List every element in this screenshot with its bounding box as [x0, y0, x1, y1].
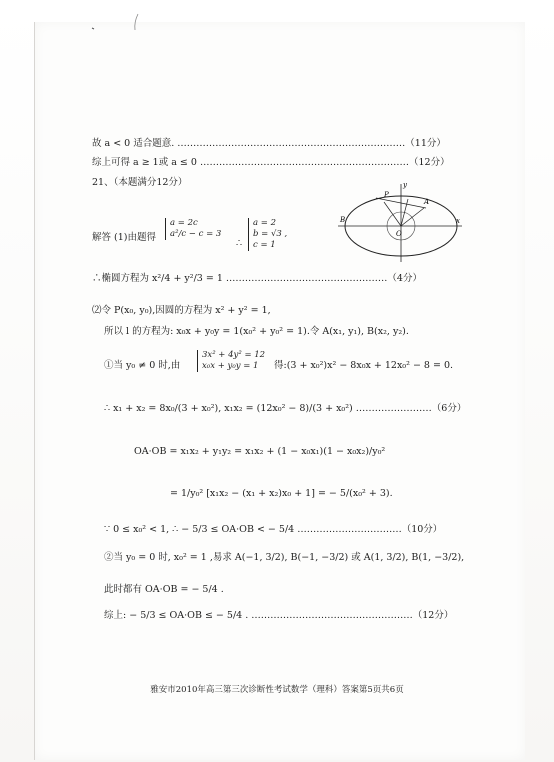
case2-line	[104, 552, 464, 564]
sys3-eq2: x₀x + y₀y = 1	[202, 361, 259, 371]
ellipse-diagram	[336, 178, 466, 264]
dot-product-simplified	[170, 488, 393, 500]
solution-prefix: 解答 (1)由题得	[92, 232, 156, 243]
ellipse-equation-line	[92, 273, 422, 285]
text-line-2: 综上可得 a ≥ 1或 a ≤ 0 …………………………………………………………（12分）	[92, 157, 450, 168]
text-line-6: ⑵令 P(x₀, y₀),因圆的方程为 x² + y² = 1,	[92, 305, 271, 316]
line-case-a-negative	[92, 138, 446, 150]
vieta-line	[104, 403, 466, 415]
system-3	[197, 350, 265, 372]
solution-part1-label	[92, 232, 156, 244]
label-x: x	[456, 217, 460, 225]
case2-result	[104, 584, 224, 596]
therefore-mark: ∴	[236, 238, 243, 249]
label-y: y	[403, 181, 407, 189]
text-line-10: OA·OB = x₁x₂ + y₁y₂ = x₁x₂ + (1 − x₀x₁)(1 − x₀x₂)/y₀²	[134, 446, 386, 457]
range-line	[104, 524, 442, 536]
system-1	[165, 218, 221, 240]
final-conclusion	[104, 610, 453, 622]
line-conclusion	[92, 157, 450, 169]
sys2-eq3: c = 1	[253, 240, 276, 250]
sys3-eq1: 3x² + 4y² = 12	[202, 350, 266, 360]
label-p: P	[384, 191, 389, 199]
sys2-eq1: a = 2	[253, 218, 277, 228]
text-line-5: ∴椭圆方程为 x²/4 + y²/3 = 1 ……………………………………………（4分）	[92, 273, 422, 284]
quadratic-equation: 得:(3 + x₀²)x² − 8x₀x + 12x₀² − 8 = 0.	[274, 360, 454, 371]
text-line-11: = 1/y₀² [x₁x₂ − (x₁ + x₂)x₀ + 1] = − 5/(x₀² + 3).	[170, 488, 393, 499]
label-b: B	[340, 216, 346, 224]
problem-21-title: 21、（本题满分12分）	[92, 177, 188, 188]
case1-label	[104, 360, 180, 372]
part2-intro	[92, 305, 271, 317]
text-line-14: 此时都有 OA·OB = − 5/4 .	[104, 584, 224, 595]
text-line-1: 故 a < 0 适合题意. ………………………………………………………………（11分）	[92, 138, 446, 149]
case1-prefix: ①当 y₀ ≠ 0 时,由	[104, 360, 181, 371]
dot-product-line	[134, 446, 385, 458]
page-footer: 雅安市2010年高三第三次诊断性考试数学（理科）答案第5页共6页	[150, 685, 404, 695]
text-line-9: ∴ x₁ + x₂ = 8x₀/(3 + x₀²), x₁x₂ = (12x₀² − 8)/(3 + x₀²) ……………………（6分）	[104, 403, 467, 414]
text-line-15: 综上: − 5/3 ≤ OA·OB ≤ − 5/4 . ……………………………………………（12分）	[104, 610, 454, 621]
pen-mark	[90, 10, 150, 40]
system-2	[248, 218, 287, 251]
problem-heading	[92, 177, 187, 189]
text-line-12: ∵ 0 ≤ x₀² < 1, ∴ − 5/3 ≤ OA·OB < − 5/4 ……………………………（10分）	[104, 524, 443, 535]
therefore-symbol	[236, 238, 242, 250]
answer-sheet	[34, 22, 525, 760]
label-o: O	[396, 230, 402, 238]
quadratic-line	[274, 360, 453, 372]
tangent-line-def	[104, 326, 409, 338]
sys2-eq2: b = √3 ,	[253, 229, 288, 239]
sys1-eq2: a²/c − c = 3	[170, 229, 222, 239]
text-line-13: ②当 y₀ = 0 时, x₀² = 1 ,易求 A(−1, 3/2), B(−1, −3/2) 或 A(1, 3/2), B(1, −3/2),	[104, 552, 465, 563]
label-a: A	[424, 198, 430, 206]
text-line-7: 所以 l 的方程为: x₀x + y₀y = 1(x₀² + y₀² = 1).令 A(x₁, y₁), B(x₂, y₂).	[104, 326, 409, 337]
sys1-eq1: a = 2c	[170, 218, 198, 228]
